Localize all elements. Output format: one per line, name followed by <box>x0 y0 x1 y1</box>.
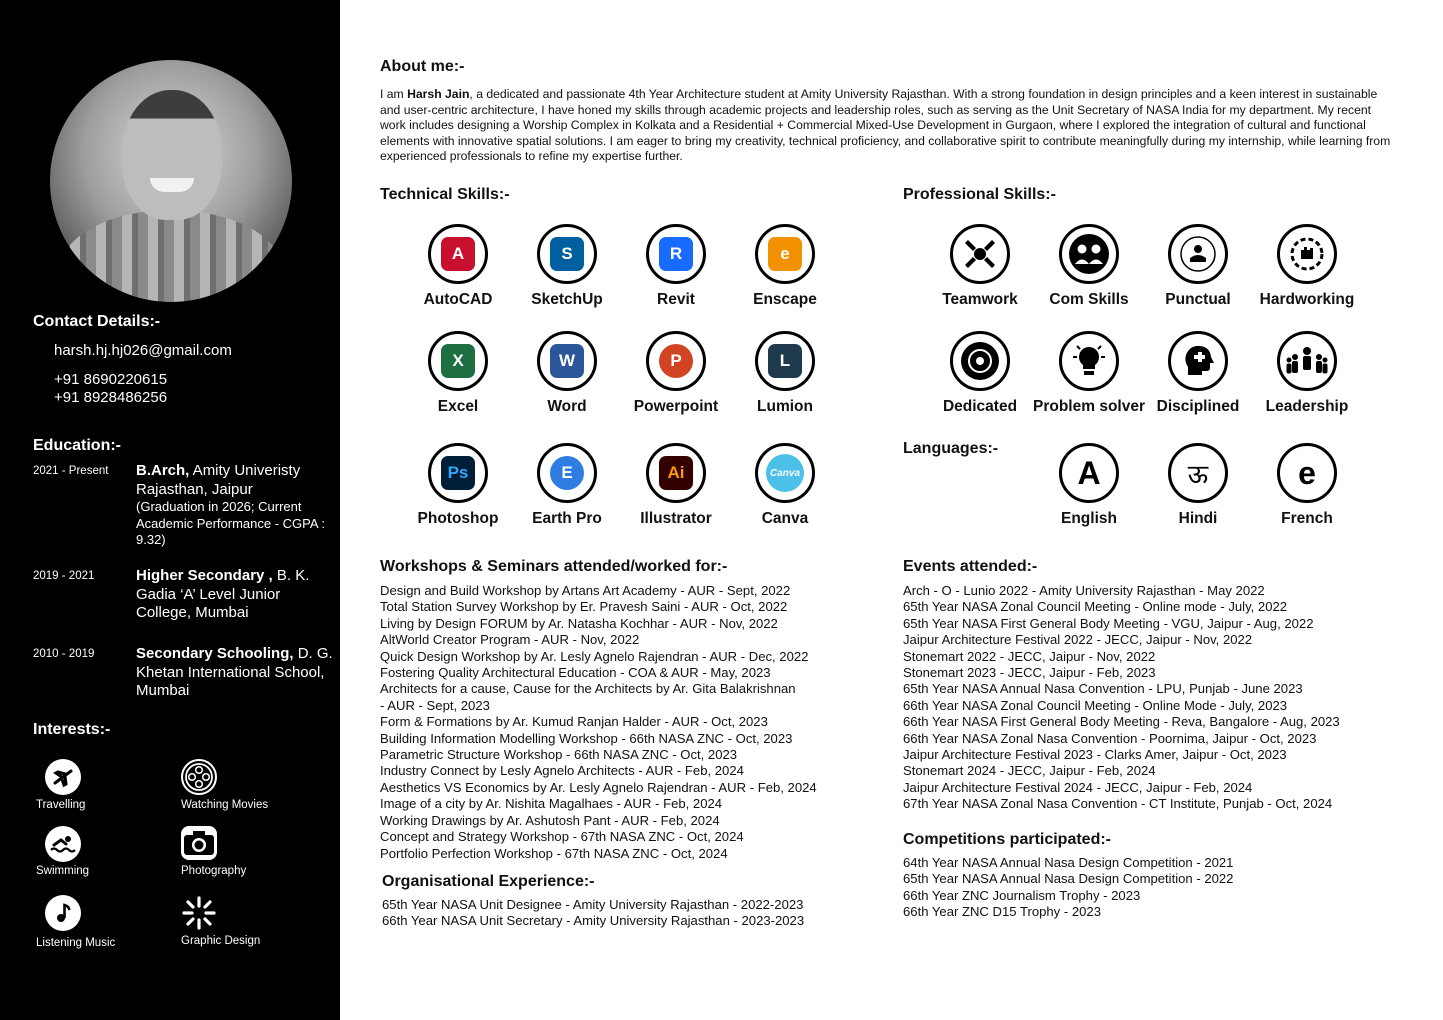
disciplined-icon <box>1168 331 1228 391</box>
language-label: English <box>1061 510 1117 527</box>
education-place: D. G. Khetan International School, Mumbai <box>136 645 333 699</box>
education-date: 2021 - Present <box>33 465 109 477</box>
interest-label: Travelling <box>36 799 86 811</box>
earth-pro-logo: E <box>550 456 584 490</box>
illustrator-logo: Ai <box>659 456 693 490</box>
education-note: (Graduation in 2026; Current Academic Performance - CGPA : 9.32) <box>136 499 326 547</box>
airplane-icon <box>45 759 81 795</box>
language-label: Hindi <box>1178 510 1218 527</box>
skill-powerpoint <box>616 331 736 416</box>
list-item: Aesthetics VS Economics by Ar. Lesly Agnelo Rajendran - AUR - Feb, 2024 <box>380 779 817 795</box>
education-date: 2010 - 2019 <box>33 648 95 660</box>
word-icon <box>537 331 597 391</box>
contact-phone-1[interactable]: +91 8690220615 <box>54 371 168 388</box>
skill-label: Punctual <box>1165 291 1231 308</box>
skill-label: Enscape <box>753 291 817 308</box>
skill-label: Illustrator <box>640 510 712 527</box>
interests-heading: Interests:- <box>33 721 111 738</box>
skill-dedicated <box>920 331 1040 416</box>
skill-photoshop <box>398 443 518 528</box>
dedicated-icon <box>950 331 1010 391</box>
technical-skills-heading: Technical Skills:- <box>380 186 510 203</box>
list-item: AltWorld Creator Program - AUR - Nov, 2022 <box>380 632 640 648</box>
list-item: Quick Design Workshop by Ar. Lesly Agnelo Rajendran - AUR - Dec, 2022 <box>380 648 809 664</box>
lumion-logo: L <box>768 344 802 378</box>
skill-revit <box>616 224 736 309</box>
interest-label: Graphic Design <box>181 935 261 947</box>
interest-label: Swimming <box>36 865 90 877</box>
canva-icon <box>755 443 815 503</box>
skill-com-skills <box>1029 224 1149 309</box>
hindi-icon: ऊ <box>1168 443 1228 503</box>
powerpoint-icon <box>646 331 706 391</box>
skill-label: Earth Pro <box>532 510 602 527</box>
list-item: 66th Year ZNC Journalism Trophy - 2023 <box>903 887 1141 903</box>
skill-hardworking <box>1247 224 1367 309</box>
education-heading: Education:- <box>33 437 121 454</box>
problem-solver-icon <box>1059 331 1119 391</box>
list-item: Arch - O - Lunio 2022 - Amity University Rajasthan - May 2022 <box>903 583 1265 598</box>
list-item: Concept and Strategy Workshop - 67th NASA ZNC - Oct, 2024 <box>380 829 744 845</box>
interest-label: Watching Movies <box>181 799 269 811</box>
interest-label: Listening Music <box>36 937 116 949</box>
list-item: Parametric Structure Workshop - 66th NASA ZNC - Oct, 2023 <box>380 747 738 763</box>
skill-label: Dedicated <box>942 398 1018 415</box>
leadership-icon <box>1277 331 1337 391</box>
interest-label: Photography <box>181 865 247 877</box>
skill-earth-pro <box>507 443 627 528</box>
list-item: Fostering Quality Architectural Education - COA & AUR - May, 2023 <box>380 665 771 681</box>
language-english <box>1029 443 1149 528</box>
list-item: 65th Year NASA Annual Nasa Design Competition - 2022 <box>903 871 1234 887</box>
skill-autocad <box>398 224 518 309</box>
list-item: Jaipur Architecture Festival 2023 - Clarks Amer, Jaipur - Oct, 2023 <box>903 747 1287 763</box>
language-french <box>1247 443 1367 528</box>
list-item: Jaipur Architecture Festival 2022 - JECC, Jaipur - Nov, 2022 <box>903 632 1253 648</box>
skill-label: Problem solver <box>1033 398 1145 415</box>
excel-icon <box>428 331 488 391</box>
list-item: Design and Build Workshop by Artans Art Academy - AUR - Sept, 2022 <box>380 583 791 598</box>
list-item: 64th Year NASA Annual Nasa Design Competition - 2021 <box>903 855 1234 870</box>
education-degree: B.Arch, <box>136 462 190 479</box>
list-item: Total Station Survey Workshop by Er. Pravesh Saini - AUR - Oct, 2022 <box>380 599 788 615</box>
education-date: 2019 - 2021 <box>33 570 95 582</box>
education-entry <box>136 645 336 701</box>
skill-punctual <box>1138 224 1258 309</box>
autocad-icon <box>428 224 488 284</box>
list-item: 65th Year NASA First General Body Meeting - VGU, Jaipur - Aug, 2022 <box>903 615 1314 631</box>
skill-word <box>507 331 627 416</box>
list-item: Portfolio Perfection Workshop - 67th NASA ZNC - Oct, 2024 <box>380 845 728 861</box>
earth-pro-icon <box>537 443 597 503</box>
enscape-logo: e <box>768 237 802 271</box>
french-icon: e <box>1277 443 1337 503</box>
skill-sketchup <box>507 224 627 309</box>
autocad-logo: A <box>441 237 475 271</box>
music-note-icon <box>45 895 81 931</box>
list-item: Industry Connect by Lesly Agnelo Architects - AUR - Feb, 2024 <box>380 763 744 779</box>
education-degree: Higher Secondary , <box>136 567 273 584</box>
organisational-list <box>382 897 804 930</box>
contact-heading: Contact Details:- <box>33 313 161 330</box>
education-place: B. K. Gadia ‘A’ Level Junior College, Mumbai <box>136 567 310 621</box>
word-logo: W <box>550 344 584 378</box>
list-item: Working Drawings by Ar. Ashutosh Pant - AUR - Feb, 2024 <box>380 812 720 828</box>
list-item: Jaipur Architecture Festival 2024 - JECC, Jaipur - Feb, 2024 <box>903 779 1253 795</box>
skill-label: Com Skills <box>1049 291 1129 308</box>
professional-skills-heading: Professional Skills:- <box>903 186 1056 203</box>
english-icon: A <box>1059 443 1119 503</box>
enscape-icon <box>755 224 815 284</box>
list-item: Stonemart 2024 - JECC, Jaipur - Feb, 2024 <box>903 763 1156 779</box>
list-item: Stonemart 2022 - JECC, Jaipur - Nov, 2022 <box>903 648 1156 664</box>
list-item: 66th Year ZNC D15 Trophy - 2023 <box>903 904 1101 920</box>
swimmer-icon <box>45 826 81 862</box>
list-item: 66th Year NASA Unit Secretary - Amity University Rajasthan - 2023-2023 <box>382 913 805 929</box>
skill-problem-solver <box>1029 331 1149 416</box>
list-item: Stonemart 2023 - JECC, Jaipur - Feb, 2023 <box>903 665 1156 681</box>
lumion-icon <box>755 331 815 391</box>
sidebar <box>0 0 340 1020</box>
canva-logo: Canva <box>766 454 804 492</box>
skill-label: Powerpoint <box>633 398 719 415</box>
photo-face <box>122 90 222 220</box>
list-item: Image of a city by Ar. Nishita Magalhaes - AUR - Feb, 2024 <box>380 796 723 812</box>
skill-label: Lumion <box>757 398 813 415</box>
skill-canva <box>725 443 845 528</box>
about-name: Harsh Jain <box>407 87 470 101</box>
skill-label: Leadership <box>1265 398 1349 415</box>
photoshop-icon <box>428 443 488 503</box>
skill-label: Hardworking <box>1259 291 1355 308</box>
list-item: Form & Formations by Ar. Kumud Ranjan Halder - AUR - Oct, 2023 <box>380 714 768 730</box>
education-degree: Secondary Schooling, <box>136 645 294 662</box>
revit-icon <box>646 224 706 284</box>
skill-label: Teamwork <box>942 291 1018 308</box>
profile-photo <box>50 60 292 302</box>
events-heading: Events attended:- <box>903 558 1038 575</box>
punctual-icon <box>1168 224 1228 284</box>
about-body: , a dedicated and passionate 4th Year Architecture student at Amity University Rajasthan. With a strong foundation in design principles and a keen interest in sustainable and user-centric architecture, I have honed my skills through academic projects and leadership roles, such as serving as the Unit Secretary of NASA India for my department. My recent work includes designing a Worship Complex in Kolkata and a Residential + Commercial Mixed-Use Development in Gurgaon, where I explored the integration of cultural and functional elements with innovative spatial solutions. I am eager to bring my creativity, technical proficiency, and collaborative spirit to contribute meaningfully during my internship, while learning from experienced professionals to refine my expertise further. <box>380 87 1391 164</box>
language-label: French <box>1281 510 1333 527</box>
workshops-list <box>380 583 817 862</box>
list-item: - AUR - Sept, 2023 <box>380 697 490 713</box>
excel-logo: X <box>441 344 475 378</box>
list-item: 65th Year NASA Annual Nasa Convention - LPU, Punjab - June 2023 <box>903 681 1303 697</box>
skill-label: Canva <box>761 510 809 527</box>
list-item: 66th Year NASA First General Body Meeting - Reva, Bangalore - Aug, 2023 <box>903 714 1340 730</box>
workshops-heading: Workshops & Seminars attended/worked for:- <box>380 558 728 575</box>
list-item: 67th Year NASA Zonal Nasa Convention - CT Institute, Punjab - Oct, 2024 <box>903 796 1333 812</box>
list-item: Living by Design FORUM by Ar. Natasha Kochhar - AUR - Nov, 2022 <box>380 615 778 631</box>
list-item: 65th Year NASA Zonal Council Meeting - Online mode - July, 2022 <box>903 599 1288 615</box>
skill-excel <box>398 331 518 416</box>
events-list <box>903 583 1340 813</box>
skill-label: AutoCAD <box>423 291 493 308</box>
skill-leadership <box>1247 331 1367 416</box>
skill-disciplined <box>1138 331 1258 416</box>
education-entry <box>136 462 336 549</box>
list-item: 65th Year NASA Unit Designee - Amity University Rajasthan - 2022-2023 <box>382 897 804 912</box>
graphic-design-icon <box>181 895 217 931</box>
education-entry <box>136 567 336 623</box>
list-item: Building Information Modelling Workshop - 66th NASA ZNC - Oct, 2023 <box>380 730 793 746</box>
teamwork-icon <box>950 224 1010 284</box>
skill-label: Word <box>547 398 587 415</box>
competitions-heading: Competitions participated:- <box>903 831 1112 848</box>
skill-label: Excel <box>437 398 479 415</box>
skill-teamwork <box>920 224 1040 309</box>
communication-icon <box>1059 224 1119 284</box>
competitions-list <box>903 855 1233 921</box>
camera-icon <box>181 826 217 860</box>
sketchup-logo: S <box>550 237 584 271</box>
skill-enscape <box>725 224 845 309</box>
skill-illustrator <box>616 443 736 528</box>
sketchup-icon <box>537 224 597 284</box>
list-item: 66th Year NASA Zonal Council Meeting - Online Mode - July, 2023 <box>903 697 1288 713</box>
photo-shoulders <box>60 210 282 302</box>
contact-phone-2[interactable]: +91 8928486256 <box>54 389 168 406</box>
revit-logo: R <box>659 237 693 271</box>
about-text <box>380 87 1400 165</box>
skill-label: SketchUp <box>531 291 603 308</box>
skill-label: Revit <box>657 291 695 308</box>
photoshop-logo: Ps <box>441 456 475 490</box>
skill-label: Disciplined <box>1156 398 1240 415</box>
list-item: 66th Year NASA Zonal Nasa Convention - Poornima, Jaipur - Oct, 2023 <box>903 730 1317 746</box>
list-item: Architects for a cause, Cause for the Architects by Ar. Gita Balakrishnan <box>380 681 796 697</box>
illustrator-icon <box>646 443 706 503</box>
skill-lumion <box>725 331 845 416</box>
powerpoint-logo: P <box>659 344 693 378</box>
film-reel-icon <box>181 759 217 795</box>
hardworking-icon <box>1277 224 1337 284</box>
skill-label: Photoshop <box>417 510 499 527</box>
language-hindi <box>1138 443 1258 528</box>
education-place: Amity Univeristy Rajasthan, Jaipur <box>136 462 301 498</box>
about-heading: About me:- <box>380 58 465 75</box>
organisational-heading: Organisational Experience:- <box>382 873 595 890</box>
contact-email[interactable]: harsh.hj.hj026@gmail.com <box>54 342 232 359</box>
about-prefix: I am <box>380 87 408 101</box>
languages-heading: Languages:- <box>903 440 999 457</box>
